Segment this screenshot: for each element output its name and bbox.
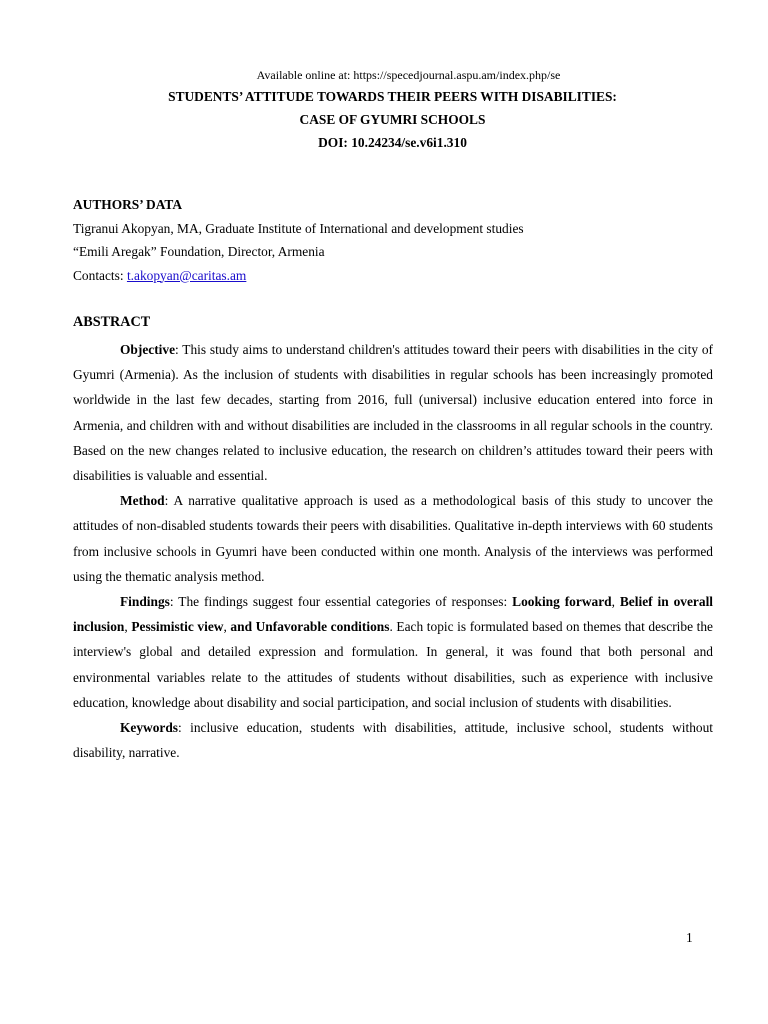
findings-category-3: Pessimistic view [131,619,224,635]
findings-text-intro: : The findings suggest four essential categories of responses: [169,594,513,610]
abstract-section [73,312,713,765]
objective-label: Objective [120,342,176,357]
author-email-link[interactable]: t.akopyan@caritas.am [126,267,247,283]
objective-text: : This study aims to understand children's attitudes toward their peers with disabilities in the city of Gyumri (Armenia). As the inclusion of students with disabilities in regular schools has been increasingly promoted worldwide in the last few decades, starting from 2016, full (universal) inclusive education entered into force in Armenia, and children with and without disabilities are included in the classrooms in all regular schools in the country. Based on the new changes related to inclusive education, the research on children’s attitudes toward their peers with disabilities is valuable and essential. [73,342,713,484]
available-online-line: Available online at: https://specedjournal.aspu.am/index.php/se [256,68,561,82]
keywords-text: : inclusive education, students with disabilities, attitude, inclusive school, students without disability, narrative. [73,720,713,761]
findings-category-1: Looking forward [512,594,612,610]
author-affiliation-line: Tigranui Akopyan, MA, Graduate Institute of International and development studies [73,220,524,236]
abstract-keywords-paragraph [73,715,713,765]
author-contacts-line [73,264,713,288]
authors-heading: AUTHORS’ DATA [73,197,182,212]
findings-category-4: and Unfavorable conditions [230,619,390,635]
paper-title-line-2: CASE OF GYUMRI SCHOOLS [299,112,486,127]
authors-section [73,193,713,287]
abstract-findings-paragraph [73,589,713,715]
author-position-line: “Emili Aregak” Foundation, Director, Armenia [73,244,325,259]
method-label: Method [120,493,165,509]
findings-label: Findings [120,594,170,610]
abstract-objective-paragraph [73,337,713,488]
page-number: 1 [686,930,693,945]
findings-separator-3: , [223,619,231,635]
findings-category-2: Belief in overall inclusion [73,594,714,635]
method-text: : A narrative qualitative approach is used as a methodological basis of this study to uncover the attitudes of non-disabled students towards their peers with disabilities. Qualitative in-depth interviews with 60 students from inclusive schools in Gyumri have been conducted within one month. Analysis of the interviews was performed using the thematic analysis method. [73,493,713,584]
abstract-method-paragraph [73,488,713,589]
paper-title-line-1: STUDENTS’ ATTITUDE TOWARDS THEIR PEERS WITH DISABILITIES: [168,89,617,104]
findings-text-rest: . Each topic is formulated based on themes that describe the interview's global and detailed expression and formulation. In general, it was found that both personal and environmental variables relate to the attitudes of students without disabilities, such as experience with inclusive education, knowledge about disability and social participation, and social inclusion of students with disabilities. [73,619,713,710]
doi-line: DOI: 10.24234/se.v6i1.310 [318,135,467,150]
contacts-label: Contacts: [73,267,127,283]
keywords-label: Keywords [120,720,179,736]
findings-separator-1: , [611,594,620,610]
abstract-heading: ABSTRACT [73,314,151,330]
findings-separator-2: , [124,619,132,635]
